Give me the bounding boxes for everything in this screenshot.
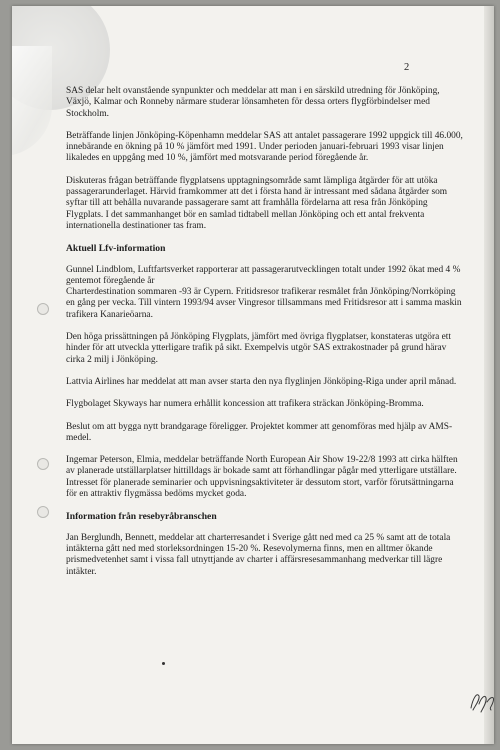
section-heading: Aktuell Lfv-information [66, 243, 166, 255]
handwritten-initials [467, 688, 494, 714]
page-edge [484, 6, 494, 744]
page-curl [12, 46, 52, 156]
paragraph: Beslut om att bygga nytt brandgarage föreligger. Projektet kommer att genomföras med hjälp av AMS-medel. [66, 421, 453, 443]
paragraph: Ingemar Peterson, Elmia, meddelar beträffande North European Air Show 19-22/8 1993 att cirka hälften av planerade utställarplatser hittilldags är bokade samt att förhandlingar pågår med ytterligare utställare. Intresset för planerade seminarier och uppvisningsaktiviteter är dessutom stort, varför förutsättningarna för en attraktiv flygmässa bedöms mycket goda. [66, 455, 458, 500]
paragraph: SAS delar helt ovanstående synpunkter och meddelar att man i en särskild utredning för Jönköping, Växjö, Kalmar och Ronneby närmare studerar lönsamheten för dessa orters flygförbindelser med Stockholm. [66, 86, 440, 119]
punch-hole [37, 506, 49, 518]
ink-dot [162, 662, 165, 665]
paragraph: Den höga prissättningen på Jönköping Flygplats, jämfört med övriga flygplatser, konstateras utgöra ett hinder för att utveckla ytterligare trafik på sikt. Exempelvis utgör SAS extrakostnader på grund härav cirka 2 milj i Jönköping. [66, 332, 451, 365]
paragraph: Lattvia Airlines har meddelat att man avser starta den nya flyglinjen Jönköping-Riga under april månad. [66, 376, 457, 387]
paragraph: Gunnel Lindblom, Luftfartsverket rapporterar att passagerarutvecklingen totalt under 1992 ökat med 4 % gentemot föregående år [66, 264, 461, 286]
document-body [66, 86, 466, 589]
paragraph: Beträffande linjen Jönköping-Köpenhamn meddelar SAS att antalet passagerare 1992 uppgick till 46.000, innebärande en ökning på 10 % jämfört med 1991. Under perioden januari-februari 1993 visar linjen likaledes en uppgång med 10 %, jämfört med motsvarande period föregående år. [66, 130, 463, 164]
page-number: 2 [404, 62, 410, 73]
paragraph: Jan Berglundh, Bennett, meddelar att charterresandet i Sverige gått ned med ca 25 % samt att de totala intäkterna gått ned med storleksordningen 15-20 %. Resevolymerna finns, men en alltmer ökande prismedvetenhet samt i vissa fall utnyttjande av charter i affärsresesammanhang medverkar till lägre intäkter. [66, 532, 451, 577]
paragraph: Flygbolaget Skyways har numera erhållit koncession att trafikera sträckan Jönköping-Bromma. [66, 399, 424, 410]
punch-hole [37, 458, 49, 470]
paragraph: Charterdestination sommaren -93 är Cypern. Fritidsresor trafikerar resmålet från Jönköping/Norrköping en gång per vecka. Till vintern 1993/94 avser Vingresor tillsammans med Fritidsresor att i samma maskin trafikera Kanarieöarna. [66, 287, 462, 320]
document-page [12, 6, 494, 744]
section-heading: Information från resebyråbranschen [66, 511, 217, 523]
punch-hole [37, 303, 49, 315]
paragraph: Diskuteras frågan beträffande flygplatsens upptagningsområde samt lämpliga åtgärder för att utöka passagerarunderlaget. Härvid framkommer att det i första hand är intressant med sådana åtgärder som syftar till att behålla nuvarande passagerare samt att framhålla fördelarna att resa från Jönköping Flygplats. I det sammanhanget bör en samlad tidtabell mellan Jönköping och ett antal frekventa internationella destinationer tas fram. [66, 175, 448, 231]
